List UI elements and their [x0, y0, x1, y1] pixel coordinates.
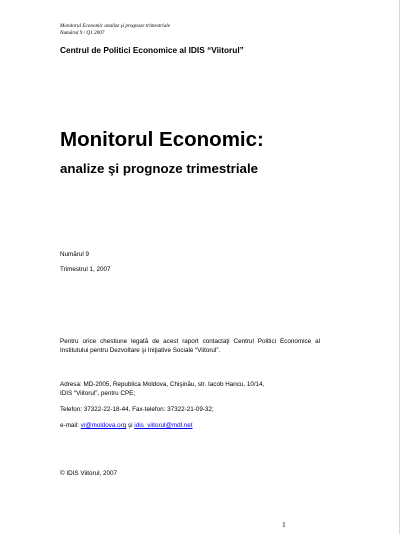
- organization-name: Centrul de Politici Economice al IDIS “Viitorul”: [60, 45, 244, 55]
- address-line-2: IDIS “Viitorul”, pentru CPE;: [60, 390, 136, 397]
- running-header-issue: Numărul 9 / Q1 2007: [60, 30, 105, 36]
- copyright-notice: © IDIS Viitorul, 2007: [60, 470, 118, 477]
- issue-number: Numărul 9: [60, 251, 90, 258]
- address-line-1: Adresa: MD-2005, Republica Moldova, Chişinău, str. Iacob Hancu, 10/14,: [60, 381, 265, 388]
- running-header: [60, 23, 170, 37]
- email-line: [60, 422, 193, 429]
- document-title: Monitorul Economic:: [60, 128, 264, 151]
- quarter-label: Trimestrul 1, 2007: [60, 266, 111, 273]
- contact-paragraph: Pentru orice chestiune legată de acest raport contactaţi Centrul Politici Economice al Institutului pentru Dezvoltare şi Iniţiative Sociale “Viitorul”.: [60, 338, 320, 354]
- email-joiner: şi: [126, 422, 135, 429]
- email-link-2[interactable]: idis_viitorul@mdl.net: [134, 422, 193, 429]
- phone-line: Telefon: 37322-22-18-44, Fax-telefon: 37322-21-09-32;: [60, 406, 214, 413]
- running-header-title: Monitorul Economic analize şi prognoze trimestriale: [60, 23, 171, 29]
- document-subtitle: analize şi prognoze trimestriale: [60, 161, 259, 176]
- email-prefix: e-mail:: [60, 422, 81, 429]
- page-number: 1: [282, 520, 286, 529]
- email-link-1[interactable]: vi@moldova.org: [80, 422, 127, 429]
